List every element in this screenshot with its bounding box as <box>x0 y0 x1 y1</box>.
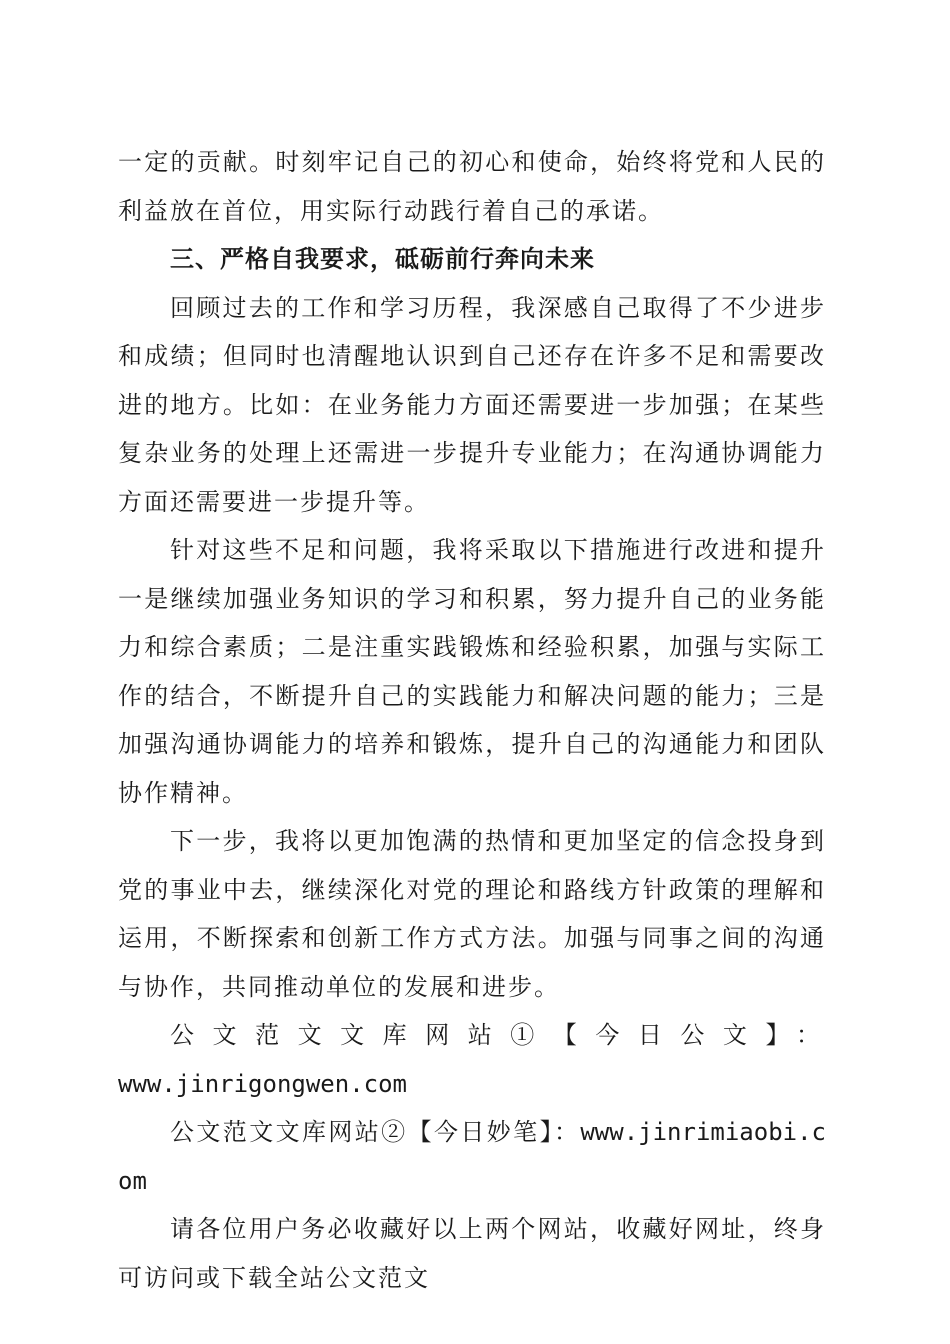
site1-label: 公文范文文库网站①【今日公文】： <box>170 1021 826 1049</box>
section-heading: 三、严格自我要求，砥砺前行奔向未来 <box>170 245 595 273</box>
site2-line <box>118 1108 826 1205</box>
paragraph-next-step: 下一步，我将以更加饱满的热情和更加坚定的信念投身到党的事业中去，继续深化对党的理论和路线方针政策的理解和运用，不断探索和创新工作方式方法。加强与同事之间的沟通与协作，共同推动单位的发展和进步。 <box>118 827 826 1001</box>
document-page <box>118 138 826 1302</box>
paragraph-review: 回顾过去的工作和学习历程，我深感自己取得了不少进步和成绩；但同时也清醒地认识到自己还存在许多不足和需要改进的地方。比如：在业务能力方面还需要进一步加强；在某些复杂业务的处理上还需进一步提升专业能力；在沟通协调能力方面还需要进一步提升等。 <box>118 293 826 516</box>
paragraph-measures: 针对这些不足和问题，我将采取以下措施进行改进和提升一是继续加强业务知识的学习和积累，努力提升自己的业务能力和综合素质；二是注重实践锻炼和经验积累，加强与实际工作的结合，不断提升自己的实践能力和解决问题的能力；三是加强沟通协调能力的培养和锻炼，提升自己的沟通能力和团队协作精神。 <box>118 536 826 807</box>
notice-paragraph: 请各位用户务必收藏好以上两个网站，收藏好网址，终身可访问或下载全站公文范文 <box>118 1215 826 1292</box>
site1-url[interactable]: www.jinrigongwen.com <box>118 1069 407 1098</box>
site2-label: 公文范文文库网站②【今日妙笔】： <box>170 1118 581 1146</box>
site2-url[interactable]: www.jinrimiaobi.com <box>118 1118 826 1195</box>
paragraph-continuation: 一定的贡献。时刻牢记自己的初心和使命，始终将党和人民的利益放在首位，用实际行动践行着自己的承诺。 <box>118 148 826 225</box>
